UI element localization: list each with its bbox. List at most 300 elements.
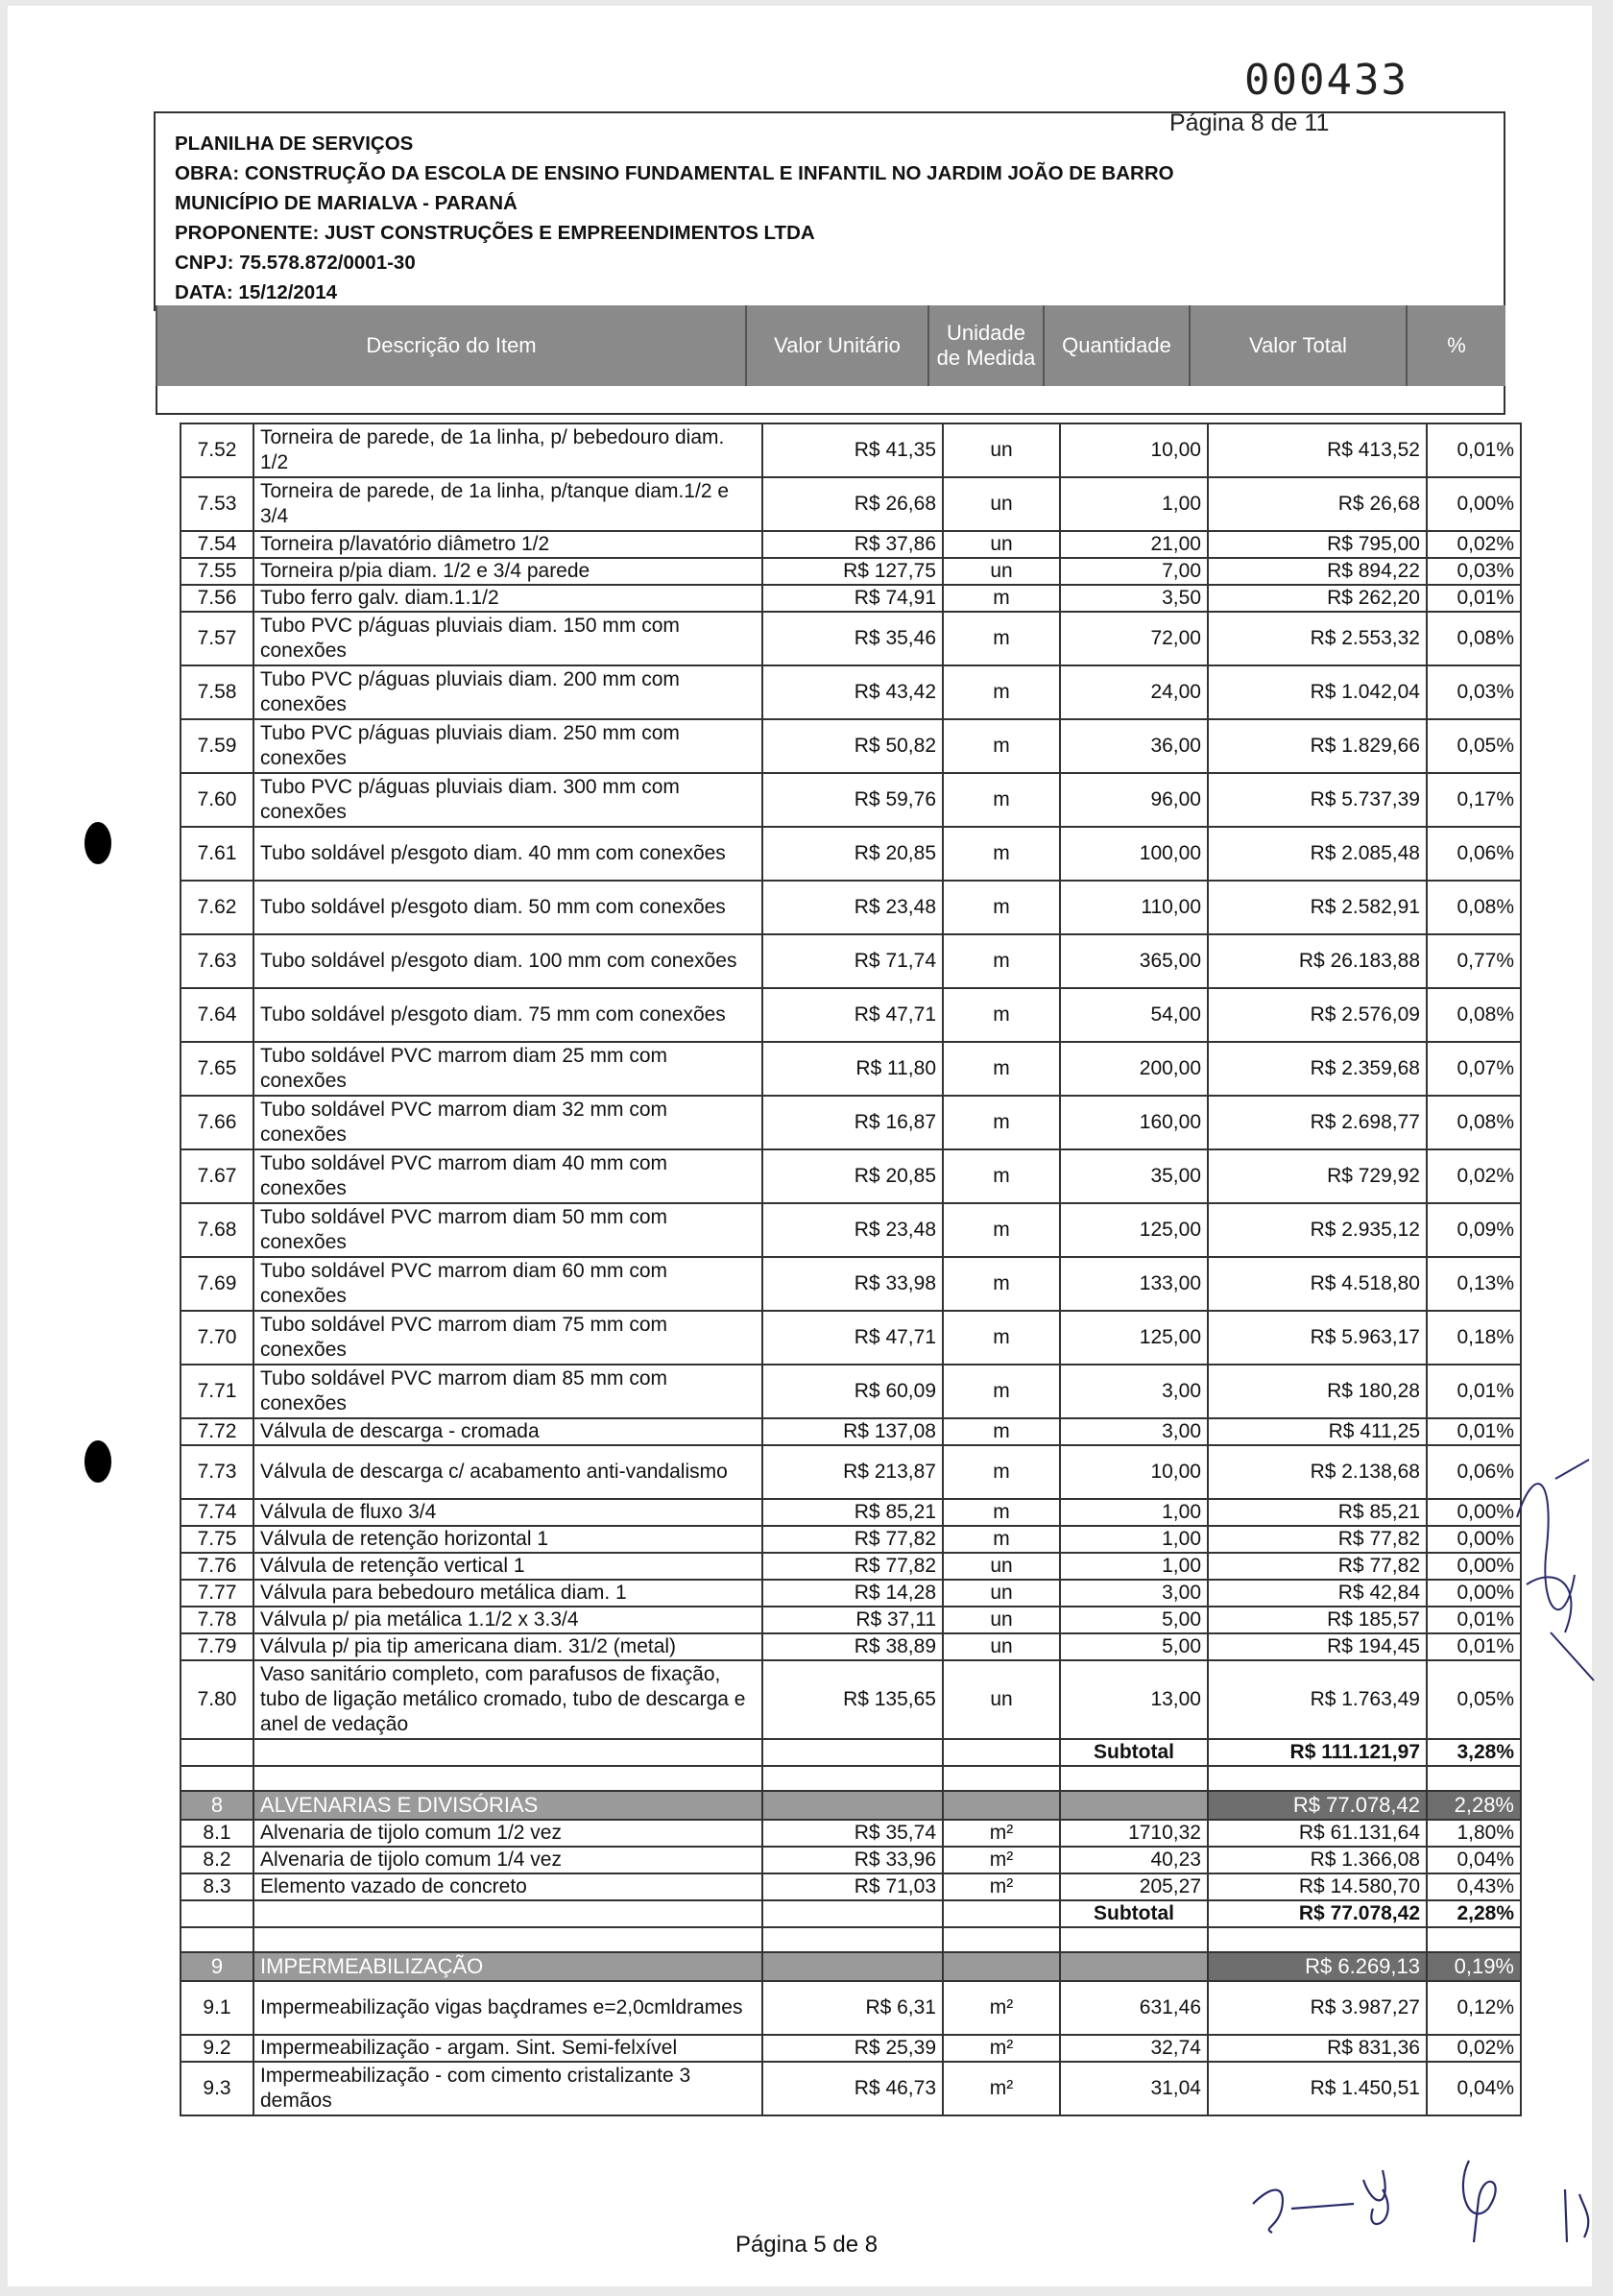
item-unit-price: R$ 71,74: [762, 934, 943, 988]
item-number: 7.52: [181, 423, 253, 477]
table-row: [181, 1820, 1521, 1847]
item-quantity: 10,00: [1060, 1445, 1208, 1499]
item-unit: m²: [943, 2062, 1060, 2115]
item-number: 7.72: [181, 1418, 253, 1445]
item-unit: m: [943, 585, 1060, 612]
item-percent: 0,01%: [1427, 585, 1521, 612]
item-total: R$ 2.582,91: [1208, 881, 1427, 934]
item-number: 7.62: [181, 881, 253, 934]
item-number: 9.3: [181, 2062, 253, 2115]
item-unit-price: R$ 50,82: [762, 719, 943, 773]
column-header-unidade: [927, 305, 1043, 386]
table-row: [181, 585, 1521, 612]
item-description: Tubo soldável PVC marrom diam 50 mm com conexões: [253, 1203, 762, 1257]
item-total: R$ 2.085,48: [1208, 827, 1427, 881]
item-quantity: 13,00: [1060, 1660, 1208, 1739]
item-number: 7.68: [181, 1203, 253, 1257]
items-table: [180, 423, 1522, 2116]
item-quantity: 36,00: [1060, 719, 1208, 773]
item-percent: 0,12%: [1427, 1981, 1521, 2035]
items-table-body: [181, 423, 1521, 2115]
item-total: R$ 1.829,66: [1208, 719, 1427, 773]
table-row: [181, 1042, 1521, 1096]
item-unit-price: R$ 16,87: [762, 1096, 943, 1149]
item-number: 7.70: [181, 1311, 253, 1365]
table-row: [181, 1633, 1521, 1660]
item-description: Tubo PVC p/águas pluviais diam. 300 mm com conexões: [253, 773, 762, 827]
column-header-unidade-line2: de Medida: [936, 346, 1036, 370]
table-row: [181, 2062, 1521, 2115]
item-unit-price: [762, 1900, 943, 1927]
item-number: [181, 1900, 253, 1927]
item-description: Válvula p/ pia tip americana diam. 31/2 (metal): [253, 1633, 762, 1660]
item-percent: 0,02%: [1427, 1149, 1521, 1203]
item-percent: 0,06%: [1427, 827, 1521, 881]
page-counter-top: Página 8 de 11: [1169, 109, 1330, 136]
item-quantity: 100,00: [1060, 827, 1208, 881]
item-number: 7.78: [181, 1607, 253, 1633]
item-unit: m: [943, 1311, 1060, 1365]
item-description: Válvula de retenção horizontal 1: [253, 1526, 762, 1553]
item-total: R$ 5.737,39: [1208, 773, 1427, 827]
item-unit-price: R$ 47,71: [762, 1311, 943, 1365]
item-total: R$ 77,82: [1208, 1526, 1427, 1553]
item-percent: 0,00%: [1427, 1499, 1521, 1526]
item-total: R$ 2.553,32: [1208, 612, 1427, 665]
item-total: R$ 3.987,27: [1208, 1981, 1427, 2035]
item-total: R$ 1.763,49: [1208, 1660, 1427, 1739]
table-row: [181, 1365, 1521, 1418]
item-total: R$ 85,21: [1208, 1499, 1427, 1526]
item-quantity: 1,00: [1060, 1526, 1208, 1553]
item-percent: 0,05%: [1427, 1660, 1521, 1739]
item-total: R$ 77,82: [1208, 1553, 1427, 1580]
blank-cell: [943, 1927, 1060, 1952]
table-row: [181, 1526, 1521, 1553]
item-unit-price: R$ 77,82: [762, 1553, 943, 1580]
item-quantity: 32,74: [1060, 2035, 1208, 2062]
item-description: Válvula de fluxo 3/4: [253, 1499, 762, 1526]
item-quantity: 1,00: [1060, 1499, 1208, 1526]
group-blank: [943, 1952, 1060, 1981]
item-percent: 0,13%: [1427, 1257, 1521, 1311]
item-unit-price: R$ 47,71: [762, 988, 943, 1042]
item-unit: m: [943, 881, 1060, 934]
item-percent: 0,00%: [1427, 1580, 1521, 1607]
item-number: 7.58: [181, 665, 253, 719]
table-row: [181, 1580, 1521, 1607]
item-number: 9.2: [181, 2035, 253, 2062]
group-total: R$ 6.269,13: [1208, 1952, 1427, 1981]
group-blank: [943, 1791, 1060, 1820]
item-quantity: 3,00: [1060, 1418, 1208, 1445]
item-description: Tubo PVC p/águas pluviais diam. 150 mm com conexões: [253, 612, 762, 665]
item-description: Torneira de parede, de 1a linha, p/ bebedouro diam. 1/2: [253, 423, 762, 477]
group-blank: [1060, 1791, 1208, 1820]
group-blank: [762, 1791, 943, 1820]
table-row: [181, 558, 1521, 585]
item-unit-price: R$ 20,85: [762, 827, 943, 881]
item-description: Tubo PVC p/águas pluviais diam. 250 mm com conexões: [253, 719, 762, 773]
table-row: [181, 1149, 1521, 1203]
item-percent: 0,18%: [1427, 1311, 1521, 1365]
item-unit-price: R$ 43,42: [762, 665, 943, 719]
item-number: 7.69: [181, 1257, 253, 1311]
table-row: [181, 2035, 1521, 2062]
item-percent: 0,04%: [1427, 2062, 1521, 2115]
item-unit: un: [943, 477, 1060, 531]
item-description: Válvula de retenção vertical 1: [253, 1553, 762, 1580]
table-row: [181, 827, 1521, 881]
item-description: Tubo soldável p/esgoto diam. 50 mm com conexões: [253, 881, 762, 934]
subtotal-label: Subtotal: [1060, 1900, 1208, 1927]
table-row: [181, 1499, 1521, 1526]
item-description: Tubo soldável PVC marrom diam 75 mm com conexões: [253, 1311, 762, 1365]
item-percent: 1,80%: [1427, 1820, 1521, 1847]
item-number: 7.77: [181, 1580, 253, 1607]
item-percent: 0,08%: [1427, 881, 1521, 934]
item-number: 7.57: [181, 612, 253, 665]
item-number: 7.60: [181, 773, 253, 827]
item-total: R$ 5.963,17: [1208, 1311, 1427, 1365]
subtotal-percent: 2,28%: [1427, 1900, 1521, 1927]
header-obra: OBRA: CONSTRUÇÃO DA ESCOLA DE ENSINO FUNDAMENTAL E INFANTIL NO JARDIM JOÃO DE BARRO: [175, 162, 1174, 184]
item-quantity: 54,00: [1060, 988, 1208, 1042]
item-quantity: 96,00: [1060, 773, 1208, 827]
item-unit: m²: [943, 1820, 1060, 1847]
item-number: 7.61: [181, 827, 253, 881]
item-quantity: 3,00: [1060, 1365, 1208, 1418]
table-row: [181, 988, 1521, 1042]
item-unit: [943, 1900, 1060, 1927]
item-quantity: 72,00: [1060, 612, 1208, 665]
item-description: [253, 1739, 762, 1766]
item-number: 8.2: [181, 1847, 253, 1873]
item-unit-price: R$ 41,35: [762, 423, 943, 477]
item-description: Tubo soldável PVC marrom diam 60 mm com conexões: [253, 1257, 762, 1311]
item-description: [253, 1900, 762, 1927]
item-unit: m²: [943, 2035, 1060, 2062]
table-row: [181, 934, 1521, 988]
header-municipio: MUNICÍPIO DE MARIALVA - PARANÁ: [175, 192, 518, 214]
header-lines: [175, 129, 1174, 307]
table-row: [181, 1981, 1521, 2035]
item-unit: m²: [943, 1847, 1060, 1873]
item-percent: 0,08%: [1427, 1096, 1521, 1149]
table-row: [181, 1607, 1521, 1633]
item-unit-price: R$ 74,91: [762, 585, 943, 612]
group-number: 9: [181, 1952, 253, 1981]
item-unit: m: [943, 1096, 1060, 1149]
table-row: [181, 881, 1521, 934]
item-description: Tubo soldável p/esgoto diam. 100 mm com conexões: [253, 934, 762, 988]
stamp-number: 000433: [1244, 56, 1408, 105]
item-description: Válvula para bebedouro metálica diam. 1: [253, 1580, 762, 1607]
item-percent: 0,08%: [1427, 612, 1521, 665]
subtotal-label: Subtotal: [1060, 1739, 1208, 1766]
item-percent: 0,07%: [1427, 1042, 1521, 1096]
blank-cell: [1427, 1927, 1521, 1952]
item-description: Tubo soldável p/esgoto diam. 40 mm com conexões: [253, 827, 762, 881]
item-quantity: 3,00: [1060, 1580, 1208, 1607]
group-blank: [762, 1952, 943, 1981]
item-unit: un: [943, 1580, 1060, 1607]
item-unit-price: R$ 77,82: [762, 1526, 943, 1553]
item-percent: 0,06%: [1427, 1445, 1521, 1499]
table-row: [181, 1445, 1521, 1499]
item-description: Válvula de descarga - cromada: [253, 1418, 762, 1445]
item-percent: 0,01%: [1427, 1633, 1521, 1660]
item-number: 7.56: [181, 585, 253, 612]
item-number: 7.80: [181, 1660, 253, 1739]
item-quantity: 7,00: [1060, 558, 1208, 585]
item-quantity: 35,00: [1060, 1149, 1208, 1203]
item-percent: 0,02%: [1427, 2035, 1521, 2062]
item-unit: [943, 1739, 1060, 1766]
item-unit: un: [943, 1607, 1060, 1633]
item-number: 7.75: [181, 1526, 253, 1553]
table-row: [181, 1553, 1521, 1580]
blank-cell: [1060, 1766, 1208, 1791]
item-unit: un: [943, 1553, 1060, 1580]
item-unit: m: [943, 665, 1060, 719]
item-unit-price: R$ 14,28: [762, 1580, 943, 1607]
column-header-valor-unitario: Valor Unitário: [745, 305, 927, 386]
item-quantity: 10,00: [1060, 423, 1208, 477]
item-number: [181, 1739, 253, 1766]
item-quantity: 200,00: [1060, 1042, 1208, 1096]
subtotal-percent: 3,28%: [1427, 1739, 1521, 1766]
item-unit-price: R$ 35,74: [762, 1820, 943, 1847]
item-percent: 0,43%: [1427, 1873, 1521, 1900]
item-percent: 0,00%: [1427, 477, 1521, 531]
item-unit: un: [943, 1660, 1060, 1739]
group-blank: [1060, 1952, 1208, 1981]
item-total: R$ 4.518,80: [1208, 1257, 1427, 1311]
item-total: R$ 14.580,70: [1208, 1873, 1427, 1900]
item-number: 7.54: [181, 531, 253, 558]
item-total: R$ 1.042,04: [1208, 665, 1427, 719]
item-quantity: 5,00: [1060, 1607, 1208, 1633]
header-cnpj: CNPJ: 75.578.872/0001-30: [175, 252, 416, 274]
table-row: [181, 1660, 1521, 1739]
item-total: R$ 729,92: [1208, 1149, 1427, 1203]
item-number: 8.1: [181, 1820, 253, 1847]
item-unit-price: R$ 33,96: [762, 1847, 943, 1873]
item-quantity: 365,00: [1060, 934, 1208, 988]
item-description: Tubo soldável p/esgoto diam. 75 mm com conexões: [253, 988, 762, 1042]
item-quantity: 21,00: [1060, 531, 1208, 558]
item-number: 9.1: [181, 1981, 253, 2035]
item-unit-price: R$ 6,31: [762, 1981, 943, 2035]
item-unit-price: R$ 25,39: [762, 2035, 943, 2062]
item-unit-price: R$ 35,46: [762, 612, 943, 665]
item-description: Torneira p/lavatório diâmetro 1/2: [253, 531, 762, 558]
header-proponente: PROPONENTE: JUST CONSTRUÇÕES E EMPREENDIMENTOS LTDA: [175, 222, 815, 244]
item-description: Tubo soldável PVC marrom diam 85 mm com conexões: [253, 1365, 762, 1418]
item-unit: m: [943, 1445, 1060, 1499]
item-quantity: 125,00: [1060, 1311, 1208, 1365]
table-row: [181, 612, 1521, 665]
subtotal-row: [181, 1739, 1521, 1766]
blank-cell: [762, 1766, 943, 1791]
column-header-percent: %: [1406, 305, 1505, 386]
item-total: R$ 26,68: [1208, 477, 1427, 531]
item-description: Válvula p/ pia metálica 1.1/2 x 3.3/4: [253, 1607, 762, 1633]
item-number: 7.65: [181, 1042, 253, 1096]
group-percent: 2,28%: [1427, 1791, 1521, 1820]
handwritten-initials: [1498, 1440, 1603, 1690]
item-unit-price: R$ 213,87: [762, 1445, 943, 1499]
item-percent: 0,00%: [1427, 1526, 1521, 1553]
blank-cell: [181, 1766, 253, 1791]
item-total: R$ 831,36: [1208, 2035, 1427, 2062]
table-row: [181, 1418, 1521, 1445]
item-total: R$ 42,84: [1208, 1580, 1427, 1607]
item-unit-price: [762, 1739, 943, 1766]
item-unit: un: [943, 423, 1060, 477]
item-percent: 0,02%: [1427, 531, 1521, 558]
table-row: [181, 773, 1521, 827]
item-description: Elemento vazado de concreto: [253, 1873, 762, 1900]
item-total: R$ 894,22: [1208, 558, 1427, 585]
subtotal-value: R$ 77.078,42: [1208, 1900, 1427, 1927]
item-unit: m: [943, 719, 1060, 773]
item-percent: 0,09%: [1427, 1203, 1521, 1257]
item-description: Válvula de descarga c/ acabamento anti-vandalismo: [253, 1445, 762, 1499]
header-data: DATA: 15/12/2014: [175, 281, 338, 303]
item-quantity: 133,00: [1060, 1257, 1208, 1311]
item-unit-price: R$ 127,75: [762, 558, 943, 585]
item-description: Alvenaria de tijolo comum 1/4 vez: [253, 1847, 762, 1873]
item-unit-price: R$ 33,98: [762, 1257, 943, 1311]
item-quantity: 125,00: [1060, 1203, 1208, 1257]
item-total: R$ 2.935,12: [1208, 1203, 1427, 1257]
table-row: [181, 665, 1521, 719]
page-footer: Página 5 de 8: [734, 2232, 879, 2258]
table-row: [181, 531, 1521, 558]
item-unit-price: R$ 60,09: [762, 1365, 943, 1418]
blank-cell: [1208, 1927, 1427, 1952]
item-percent: 0,08%: [1427, 988, 1521, 1042]
item-unit-price: R$ 37,11: [762, 1607, 943, 1633]
item-unit: m: [943, 1257, 1060, 1311]
table-row: [181, 477, 1521, 531]
item-unit: m: [943, 1203, 1060, 1257]
blank-row: [181, 1927, 1521, 1952]
item-description: Torneira p/pia diam. 1/2 e 3/4 parede: [253, 558, 762, 585]
item-total: R$ 180,28: [1208, 1365, 1427, 1418]
item-unit: un: [943, 558, 1060, 585]
item-percent: 0,17%: [1427, 773, 1521, 827]
item-number: 7.53: [181, 477, 253, 531]
table-row: [181, 423, 1521, 477]
punch-hole: [84, 1440, 111, 1483]
subtotal-row: [181, 1900, 1521, 1927]
item-unit: m: [943, 1499, 1060, 1526]
item-number: 7.66: [181, 1096, 253, 1149]
item-unit-price: R$ 26,68: [762, 477, 943, 531]
item-total: R$ 194,45: [1208, 1633, 1427, 1660]
item-quantity: 3,50: [1060, 585, 1208, 612]
item-total: R$ 61.131,64: [1208, 1820, 1427, 1847]
table-row: [181, 1096, 1521, 1149]
item-description: Impermeabilização - com cimento cristalizante 3 demãos: [253, 2062, 762, 2115]
item-description: Vaso sanitário completo, com parafusos de fixação, tubo de ligação metálico cromado, tubo de descarga e anel de vedação: [253, 1660, 762, 1739]
item-unit: m: [943, 612, 1060, 665]
item-description: Impermeabilização - argam. Sint. Semi-felxível: [253, 2035, 762, 2062]
group-title: IMPERMEABILIZAÇÃO: [253, 1952, 762, 1981]
item-description: Impermeabilização vigas baçdrames e=2,0cmldrames: [253, 1981, 762, 2035]
item-unit-price: R$ 37,86: [762, 531, 943, 558]
item-description: Tubo soldável PVC marrom diam 32 mm com conexões: [253, 1096, 762, 1149]
blank-cell: [943, 1766, 1060, 1791]
item-number: 7.55: [181, 558, 253, 585]
item-quantity: 5,00: [1060, 1633, 1208, 1660]
item-unit-price: R$ 71,03: [762, 1873, 943, 1900]
item-quantity: 1,00: [1060, 1553, 1208, 1580]
item-total: R$ 411,25: [1208, 1418, 1427, 1445]
table-row: [181, 1203, 1521, 1257]
item-unit: m: [943, 827, 1060, 881]
table-row: [181, 1873, 1521, 1900]
item-number: 8.3: [181, 1873, 253, 1900]
item-total: R$ 2.359,68: [1208, 1042, 1427, 1096]
item-total: R$ 26.183,88: [1208, 934, 1427, 988]
item-unit-price: R$ 38,89: [762, 1633, 943, 1660]
item-number: 7.64: [181, 988, 253, 1042]
item-unit: un: [943, 531, 1060, 558]
blank-cell: [762, 1927, 943, 1952]
item-total: R$ 2.576,09: [1208, 988, 1427, 1042]
item-percent: 0,00%: [1427, 1553, 1521, 1580]
item-description: Tubo ferro galv. diam.1.1/2: [253, 585, 762, 612]
blank-cell: [253, 1927, 762, 1952]
item-number: 7.71: [181, 1365, 253, 1418]
item-description: Tubo soldável PVC marrom diam 40 mm com conexões: [253, 1149, 762, 1203]
item-unit: m²: [943, 1981, 1060, 2035]
item-number: 7.76: [181, 1553, 253, 1580]
table-row: [181, 719, 1521, 773]
item-quantity: 1710,32: [1060, 1820, 1208, 1847]
item-unit: m: [943, 1149, 1060, 1203]
item-quantity: 110,00: [1060, 881, 1208, 934]
item-unit: m²: [943, 1873, 1060, 1900]
item-number: 7.74: [181, 1499, 253, 1526]
blank-row: [181, 1766, 1521, 1791]
item-description: Alvenaria de tijolo comum 1/2 vez: [253, 1820, 762, 1847]
group-title: ALVENARIAS E DIVISÓRIAS: [253, 1791, 762, 1820]
item-percent: 0,04%: [1427, 1847, 1521, 1873]
item-total: R$ 185,57: [1208, 1607, 1427, 1633]
item-unit: m: [943, 773, 1060, 827]
table-row: [181, 1847, 1521, 1873]
item-unit-price: R$ 46,73: [762, 2062, 943, 2115]
group-header-row: [181, 1791, 1521, 1820]
item-total: R$ 2.698,77: [1208, 1096, 1427, 1149]
item-unit-price: R$ 23,48: [762, 1203, 943, 1257]
item-percent: 0,01%: [1427, 1418, 1521, 1445]
item-quantity: 1,00: [1060, 477, 1208, 531]
item-quantity: 205,27: [1060, 1873, 1208, 1900]
item-unit-price: R$ 23,48: [762, 881, 943, 934]
item-unit: m: [943, 1365, 1060, 1418]
item-description: Tubo soldável PVC marrom diam 25 mm com conexões: [253, 1042, 762, 1096]
punch-hole: [84, 822, 111, 864]
item-total: R$ 795,00: [1208, 531, 1427, 558]
item-unit-price: R$ 85,21: [762, 1499, 943, 1526]
handwritten-initials: [1248, 2151, 1613, 2247]
